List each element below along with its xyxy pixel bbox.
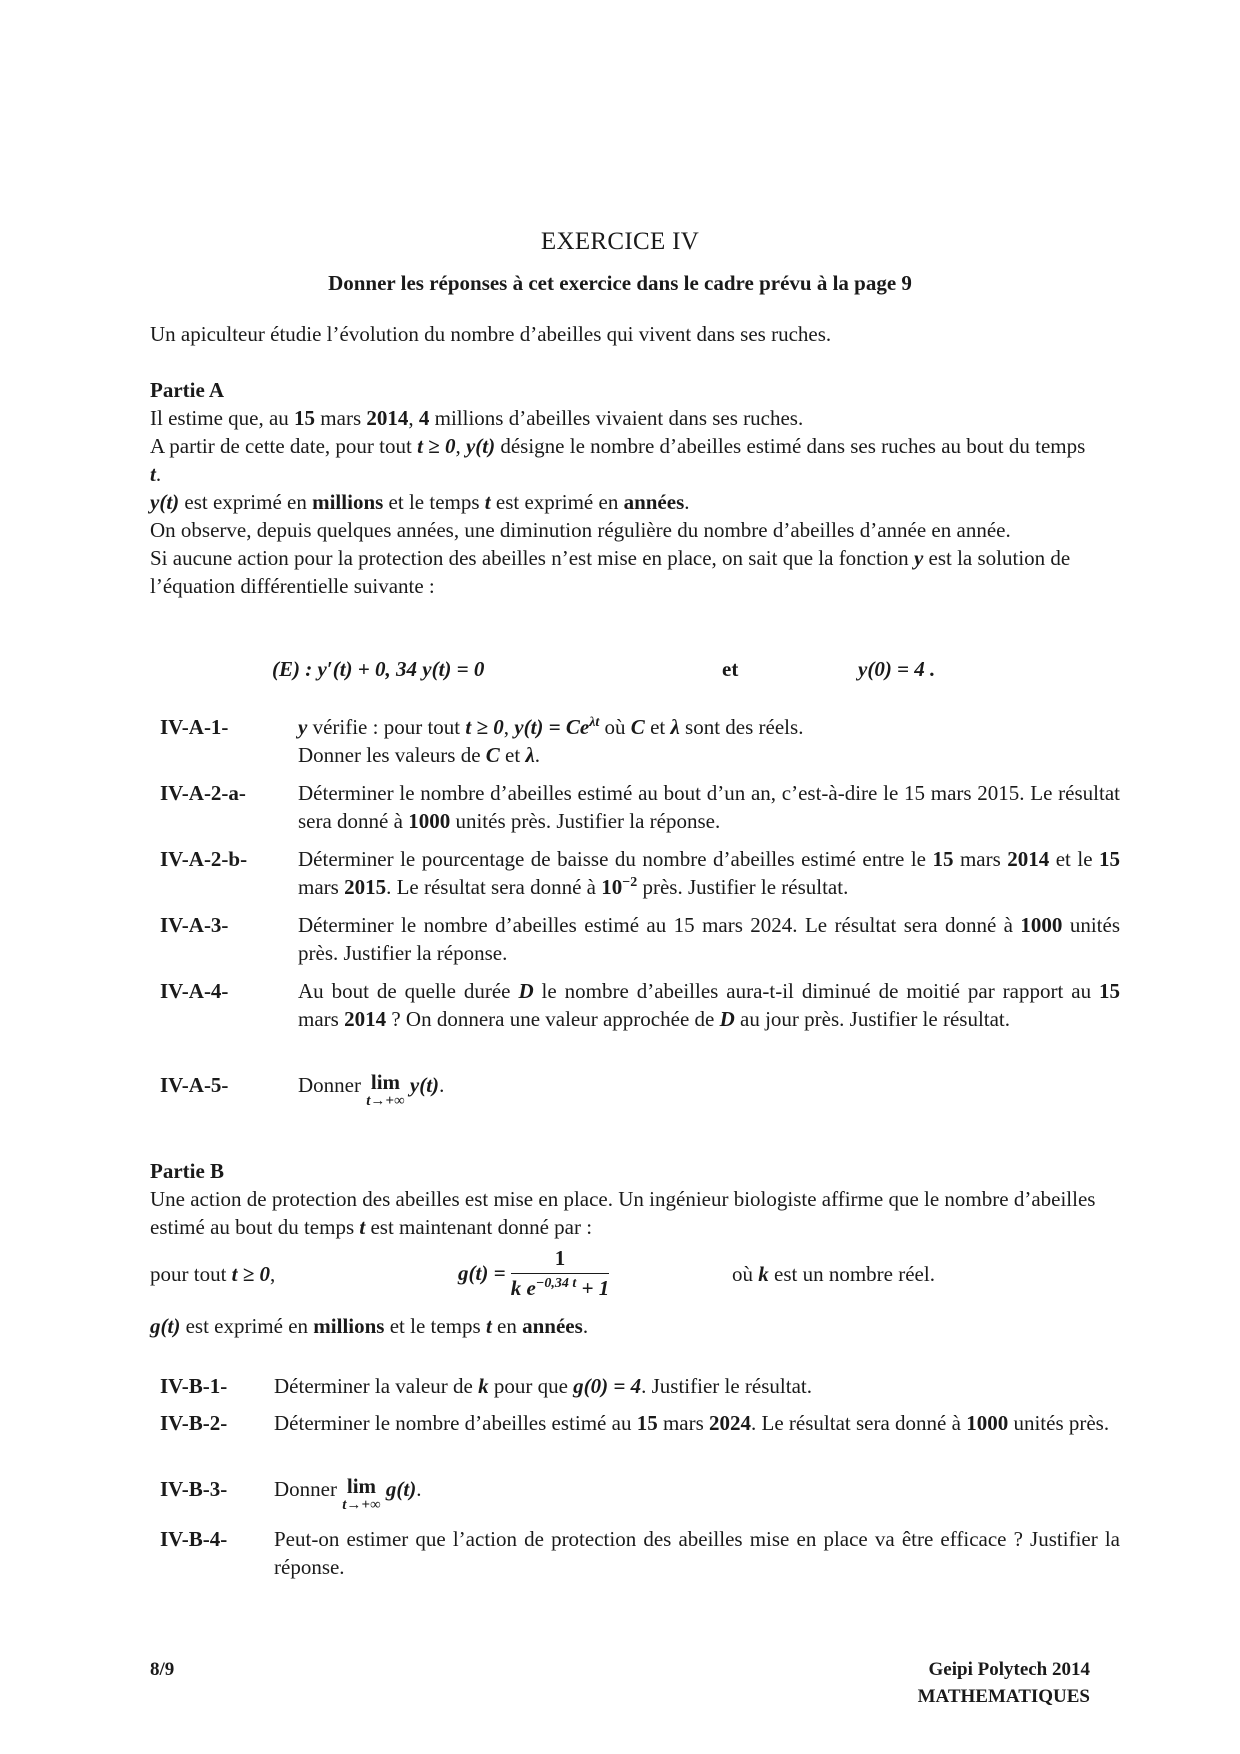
- limit-operator: [366, 1071, 404, 1109]
- text: .: [684, 490, 690, 514]
- text: Donner les valeurs de: [298, 743, 486, 767]
- math: g(0) = 4: [573, 1374, 642, 1398]
- part-b-line-1: [150, 1185, 1100, 1241]
- question-iv-a-1: [160, 713, 1120, 769]
- math: y: [298, 715, 308, 739]
- math: t: [150, 462, 156, 486]
- part-a-heading: Partie A: [150, 378, 225, 402]
- part-b-line-3: [150, 1312, 1100, 1340]
- math: t ≥ 0: [231, 1262, 271, 1286]
- text: .: [155, 462, 162, 486]
- limit-subscript: t→+∞: [366, 1093, 405, 1109]
- exponent: −2: [622, 875, 638, 890]
- text: ,: [503, 715, 515, 739]
- text-bold: 1000: [408, 809, 451, 833]
- text: désigne le nombre d’abeilles estimé dans ses ruches au bout du temps: [495, 434, 1086, 458]
- math-exponent: −0,34 t: [535, 1276, 577, 1291]
- text: et le: [1049, 847, 1100, 871]
- text: Une action de protection des abeilles est mise en place. Un ingénieur biologiste affirme que le nombre d’abeilles estimé au bout du temps: [150, 1187, 1096, 1239]
- math: C: [485, 743, 500, 767]
- text-bold: 1000: [1020, 913, 1063, 937]
- text: mars: [298, 875, 345, 899]
- text: Déterminer le pourcentage de baisse du nombre d’abeilles estimé entre le: [298, 847, 933, 871]
- text: est exprimé en: [180, 1314, 314, 1338]
- text: . Le résultat sera donné à: [751, 1411, 967, 1435]
- text: est maintenant donné par :: [365, 1215, 593, 1239]
- text-bold: 2015: [344, 875, 387, 899]
- question-iv-a-2-b: [160, 845, 1120, 901]
- footer-exam-name: Geipi Polytech 2014: [928, 1659, 1090, 1680]
- text: vérifie : pour tout: [307, 715, 466, 739]
- page-number: 8/9: [150, 1659, 175, 1680]
- text: unités près. Justifier la réponse.: [450, 809, 721, 833]
- text: près. Justifier le résultat.: [637, 875, 849, 899]
- question-label: IV-A-3-: [160, 913, 229, 937]
- question-iv-a-4: [160, 977, 1120, 1061]
- part-a-line-5: [150, 544, 1100, 600]
- text: et le temps: [383, 490, 485, 514]
- question-iv-b-1: [160, 1372, 1120, 1400]
- text-bold: 2014: [1007, 847, 1050, 871]
- question-text: [274, 1409, 1120, 1437]
- text-bold: 15: [932, 847, 954, 871]
- text-bold: 2024: [709, 1411, 752, 1435]
- math: y(t): [150, 490, 180, 514]
- lim-text: lim: [370, 1070, 401, 1094]
- text: . Justifier le résultat.: [641, 1374, 812, 1398]
- text-bold: millions: [312, 490, 384, 514]
- text: Il estime que, au: [150, 406, 295, 430]
- text: . Le résultat sera donné à: [386, 875, 602, 899]
- text-bold: années: [623, 490, 685, 514]
- exercise-title: EXERCICE IV: [540, 228, 700, 255]
- math: t: [359, 1215, 366, 1239]
- part-a-line-1: [150, 404, 1100, 432]
- text: au jour près. Justifier le résultat.: [734, 1007, 1011, 1031]
- text: unités près. Justifier la réponse.: [298, 913, 1120, 965]
- formula-condition: [150, 1262, 275, 1287]
- limit-operator: [342, 1475, 380, 1513]
- question-text: [298, 779, 1120, 835]
- text-bold: 15: [636, 1411, 658, 1435]
- question-text: [298, 977, 1120, 1033]
- math: D: [719, 1007, 735, 1031]
- question-label: IV-A-1-: [160, 715, 229, 739]
- math: λ: [670, 715, 680, 739]
- math: k: [478, 1374, 489, 1398]
- text: Au bout de quelle durée: [298, 979, 519, 1003]
- text: Déterminer le nombre d’abeilles estimé au bout d’un an, c’est-à-dire le 15 mars 2015. Le résultat sera donné à: [298, 781, 1120, 833]
- text-bold: 15: [1099, 847, 1121, 871]
- math: k: [758, 1262, 769, 1286]
- text: ,: [408, 406, 419, 430]
- math: g(t) =: [458, 1261, 506, 1285]
- text: est un nombre réel.: [768, 1262, 935, 1286]
- equation-and: et: [722, 657, 739, 681]
- question-text: Peut-on estimer que l’action de protection des abeilles mise en place va être efficace ? Justifier la réponse.: [274, 1527, 1120, 1579]
- question-label: IV-A-2-b-: [160, 847, 248, 871]
- text: Déterminer le nombre d’abeilles estimé au 15 mars 2024. Le résultat sera donné à: [298, 913, 1021, 937]
- question-text: [298, 1071, 1120, 1109]
- footer-subject: MATHEMATIQUES: [917, 1686, 1090, 1707]
- text: mars: [953, 847, 1008, 871]
- text-bold: années: [522, 1314, 583, 1338]
- question-iv-b-2: [160, 1409, 1120, 1465]
- text: ? On donnera une valeur approchée de: [386, 1007, 720, 1031]
- question-label: IV-A-5-: [160, 1073, 229, 1097]
- text: où: [732, 1262, 759, 1286]
- math: y(t) = Ce: [514, 715, 590, 739]
- text: sont des réels.: [679, 715, 804, 739]
- text: où: [599, 715, 631, 739]
- part-b-heading: Partie B: [150, 1159, 225, 1183]
- question-text: [274, 1372, 1120, 1400]
- math: k e: [510, 1276, 536, 1300]
- text: est exprimé en: [179, 490, 313, 514]
- text: mars: [657, 1411, 710, 1435]
- part-a-line-2: [150, 432, 1100, 488]
- differential-equation: (E) : y′(t) + 0, 34 y(t) = 0: [272, 657, 485, 681]
- question-text: [298, 845, 1120, 901]
- math: y(t): [465, 434, 496, 458]
- text: pour tout: [150, 1262, 232, 1286]
- question-iv-a-3: [160, 911, 1120, 967]
- text-bold: 2014: [366, 406, 409, 430]
- text: et: [499, 743, 526, 767]
- question-iv-b-4: [160, 1525, 1120, 1581]
- text: millions d’abeilles vivaient dans ses ruches.: [429, 406, 804, 430]
- initial-condition: y(0) = 4 .: [858, 657, 936, 681]
- text: .: [534, 743, 541, 767]
- text: ,: [270, 1262, 276, 1286]
- text: ,: [455, 434, 466, 458]
- text: mars: [315, 406, 367, 430]
- text: est la solution de l’équation différentielle suivante :: [150, 546, 1071, 598]
- question-text: [274, 1475, 1120, 1513]
- part-a-block: [150, 376, 1100, 600]
- text: Donner: [298, 1073, 367, 1097]
- question-label: IV-B-1-: [160, 1374, 228, 1398]
- text: en: [491, 1314, 523, 1338]
- text: pour que: [488, 1374, 574, 1398]
- question-line: [298, 713, 1120, 741]
- question-text: [298, 713, 1120, 769]
- text-bold: 15: [294, 406, 316, 430]
- question-line: [298, 741, 1120, 769]
- question-label: IV-B-3-: [160, 1477, 228, 1501]
- text-bold: millions: [313, 1314, 385, 1338]
- text: et: [644, 715, 671, 739]
- text-bold: 10: [601, 875, 623, 899]
- question-iv-a-5: [160, 1071, 1120, 1119]
- math: y(t): [409, 1073, 440, 1097]
- text: Déterminer le nombre d’abeilles estimé au: [274, 1411, 637, 1435]
- text: le nombre d’abeilles aura-t-il diminué de moitié par rapport au: [533, 979, 1099, 1003]
- part-b-block: [150, 1157, 1100, 1241]
- math: D: [518, 979, 534, 1003]
- question-label: IV-A-4-: [160, 979, 229, 1003]
- text: unités près.: [1008, 1411, 1110, 1435]
- fraction-numerator: 1: [511, 1246, 609, 1274]
- math: t: [485, 1314, 492, 1338]
- math: λ: [525, 743, 535, 767]
- math: + 1: [576, 1276, 610, 1300]
- fraction: [511, 1246, 609, 1301]
- text-bold: 2014: [344, 1007, 387, 1031]
- question-label: IV-B-4-: [160, 1527, 228, 1551]
- text: .: [582, 1314, 589, 1338]
- text: et le temps: [384, 1314, 486, 1338]
- text: Si aucune action pour la protection des abeilles n’est mise en place, on sait que la fonction: [150, 546, 914, 570]
- question-label: IV-A-2-a-: [160, 781, 246, 805]
- fraction-denominator: [511, 1274, 609, 1301]
- text-bold: 1000: [966, 1411, 1009, 1435]
- part-a-line-3: [150, 488, 1100, 516]
- text: .: [416, 1477, 422, 1501]
- math: g(t): [385, 1477, 417, 1501]
- text-bold: 15: [1099, 979, 1120, 1003]
- question-iv-b-3: [160, 1475, 1120, 1523]
- limit-subscript: t→+∞: [342, 1497, 381, 1513]
- text: mars: [298, 1007, 345, 1031]
- lim-text: lim: [346, 1474, 377, 1498]
- question-iv-a-2-a: [160, 779, 1120, 835]
- intro-paragraph: Un apiculteur étudie l’évolution du nombre d’abeilles qui vivent dans ses ruches.: [150, 322, 832, 346]
- math: t: [484, 490, 491, 514]
- math: t ≥ 0: [465, 715, 504, 739]
- text: .: [439, 1073, 445, 1097]
- exercise-instruction: Donner les réponses à cet exercice dans le cadre prévu à la page 9: [328, 271, 912, 295]
- math: g(t): [150, 1314, 181, 1338]
- formula-g: [458, 1246, 609, 1301]
- text: Donner: [274, 1477, 343, 1501]
- question-label: IV-B-2-: [160, 1411, 228, 1435]
- math: C: [630, 715, 645, 739]
- math-exponent: λt: [589, 715, 600, 730]
- text: est exprimé en: [490, 490, 624, 514]
- formula-note: [732, 1262, 935, 1287]
- part-a-line-4: On observe, depuis quelques années, une diminution régulière du nombre d’abeilles d’année en année.: [150, 518, 1011, 542]
- math: y: [913, 546, 924, 570]
- text: A partir de cette date, pour tout: [150, 434, 418, 458]
- math: t ≥ 0: [417, 434, 456, 458]
- text-bold: 4: [418, 406, 430, 430]
- question-text: [298, 911, 1120, 967]
- text: Déterminer la valeur de: [274, 1374, 479, 1398]
